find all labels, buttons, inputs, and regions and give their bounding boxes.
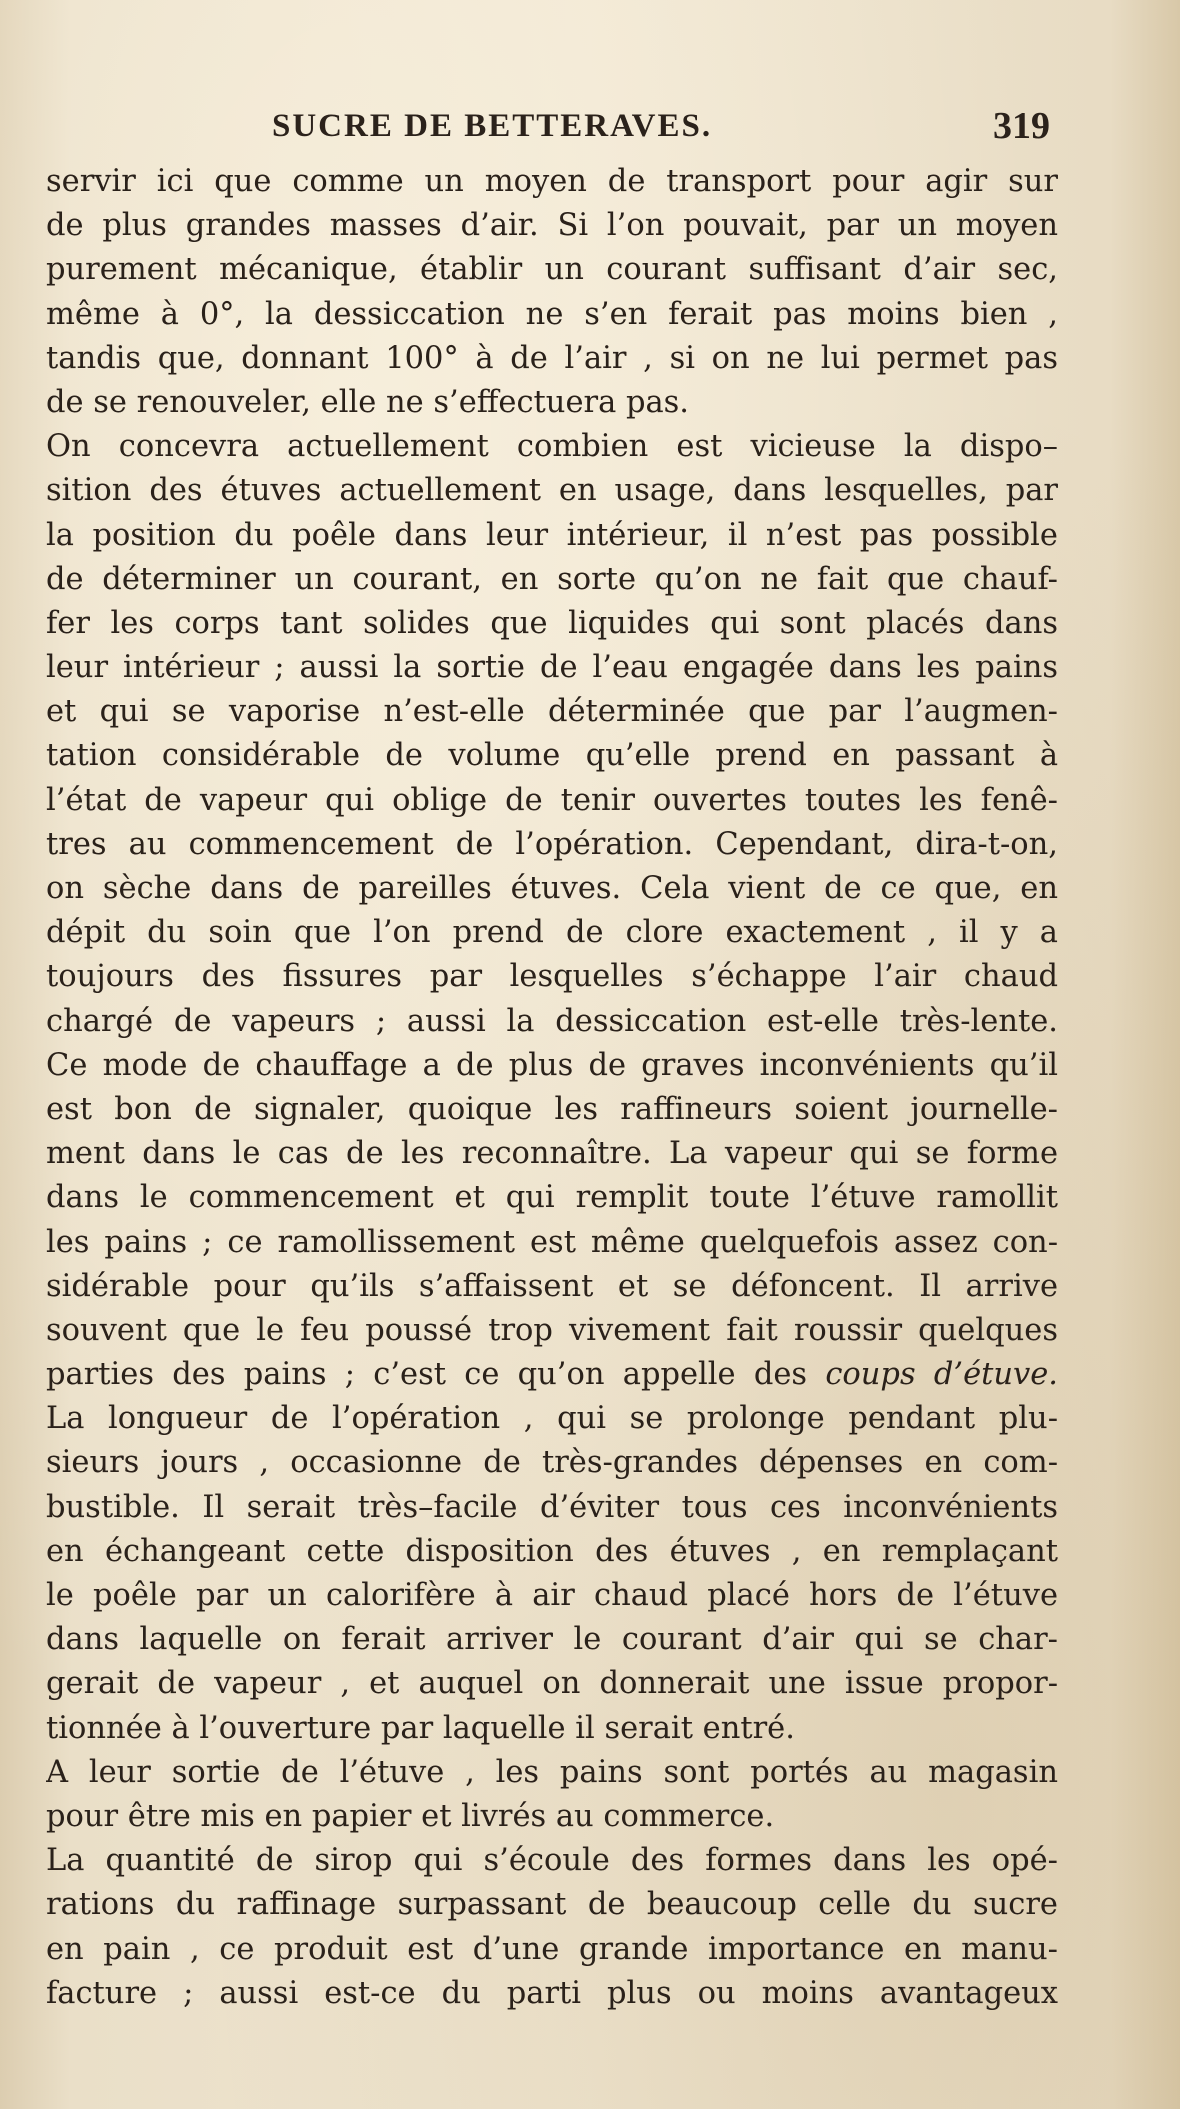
- text-line: tres au commencement de l’opération. Cependant, dira-t-on,: [46, 826, 1058, 862]
- text-line: même à 0°, la dessiccation ne s’en ferait pas moins bien ,: [46, 296, 1058, 332]
- running-head: SUCRE DE BETTERAVES.: [272, 108, 713, 144]
- text-line: La longueur de l’opération , qui se prolonge pendant plu-: [46, 1401, 1058, 1437]
- italic-term: coups d’étuve.: [825, 1357, 1058, 1393]
- body-text: [46, 160, 1058, 2016]
- text-line: bustible. Il serait très–facile d’éviter tous ces inconvénients: [46, 1489, 1058, 1525]
- text-line: toujours des fissures par lesquelles s’échappe l’air chaud: [46, 959, 1058, 995]
- text-line: La quantité de sirop qui s’écoule des formes dans les opé-: [46, 1843, 1058, 1879]
- text-line: A leur sortie de l’étuve , les pains sont portés au magasin: [46, 1754, 1058, 1790]
- text-line: sition des étuves actuellement en usage, dans lesquelles, par: [46, 473, 1058, 509]
- text-line-with-italic: [46, 1353, 1058, 1397]
- text-line: ment dans le cas de les reconnaître. La vapeur qui se forme: [46, 1136, 1058, 1172]
- text-line: est bon de signaler, quoique les raffineurs soient journelle-: [46, 1091, 1058, 1127]
- text-line: tionnée à l’ouverture par laquelle il serait entré.: [46, 1710, 795, 1746]
- page-header: [46, 104, 1058, 154]
- text-line: de plus grandes masses d’air. Si l’on pouvait, par un moyen: [46, 208, 1058, 244]
- text-line: tandis que, donnant 100° à de l’air , si on ne lui permet pas: [46, 340, 1058, 376]
- text-line: pour être mis en papier et livrés au commerce.: [46, 1798, 775, 1834]
- page-number: 319: [993, 105, 1050, 147]
- text-line: dans laquelle on ferait arriver le courant d’air qui se char-: [46, 1622, 1058, 1658]
- text-line: sidérable pour qu’ils s’affaissent et se défoncent. Il arrive: [46, 1268, 1058, 1304]
- text-line: fer les corps tant solides que liquides qui sont placés dans: [46, 605, 1058, 641]
- text-line: On concevra actuellement combien est vicieuse la dispo–: [46, 429, 1058, 465]
- text-line: l’état de vapeur qui oblige de tenir ouvertes toutes les fenê-: [46, 782, 1058, 818]
- text-line: gerait de vapeur , et auquel on donnerait une issue propor-: [46, 1666, 1058, 1702]
- text-line: purement mécanique, établir un courant suffisant d’air sec,: [46, 252, 1058, 288]
- text-line: Ce mode de chauffage a de plus de graves inconvénients qu’il: [46, 1047, 1058, 1083]
- text-line: chargé de vapeurs ; aussi la dessiccation est-elle très-lente.: [46, 1003, 1058, 1039]
- text-line: facture ; aussi est-ce du parti plus ou moins avantageux: [46, 1975, 1058, 2011]
- text-line: en pain , ce produit est d’une grande importance en manu-: [46, 1931, 1058, 1967]
- text-line: dépit du soin que l’on prend de clore exactement , il y a: [46, 915, 1058, 951]
- text-line: servir ici que comme un moyen de transport pour agir sur: [46, 164, 1058, 199]
- text-line: le poêle par un calorifère à air chaud placé hors de l’étuve: [46, 1578, 1058, 1613]
- text-line: souvent que le feu poussé trop vivement fait roussir quelques: [46, 1312, 1058, 1348]
- text-line: leur intérieur ; aussi la sortie de l’eau engagée dans les pains: [46, 650, 1058, 686]
- text-line-start: parties des pains ; c’est ce qu’on appelle des: [46, 1357, 808, 1393]
- text-line: tation considérable de volume qu’elle prend en passant à: [46, 738, 1058, 774]
- text-line: en échangeant cette disposition des étuves , en remplaçant: [46, 1533, 1058, 1569]
- text-line: et qui se vaporise n’est-elle déterminée que par l’augmen-: [46, 694, 1058, 730]
- text-line: les pains ; ce ramollissement est même quelquefois assez con-: [46, 1224, 1058, 1260]
- text-line: sieurs jours , occasionne de très-grandes dépenses en com-: [46, 1445, 1058, 1481]
- text-line: dans le commencement et qui remplit toute l’étuve ramollit: [46, 1180, 1058, 1216]
- text-line: rations du raffinage surpassant de beaucoup celle du sucre: [46, 1887, 1058, 1923]
- text-line: la position du poêle dans leur intérieur, il n’est pas possible: [46, 517, 1058, 553]
- text-line: de déterminer un courant, en sorte qu’on ne fait que chauf-: [46, 561, 1058, 597]
- text-line: de se renouveler, elle ne s’effectuera pas.: [46, 384, 690, 420]
- text-line: on sèche dans de pareilles étuves. Cela vient de ce que, en: [46, 871, 1058, 906]
